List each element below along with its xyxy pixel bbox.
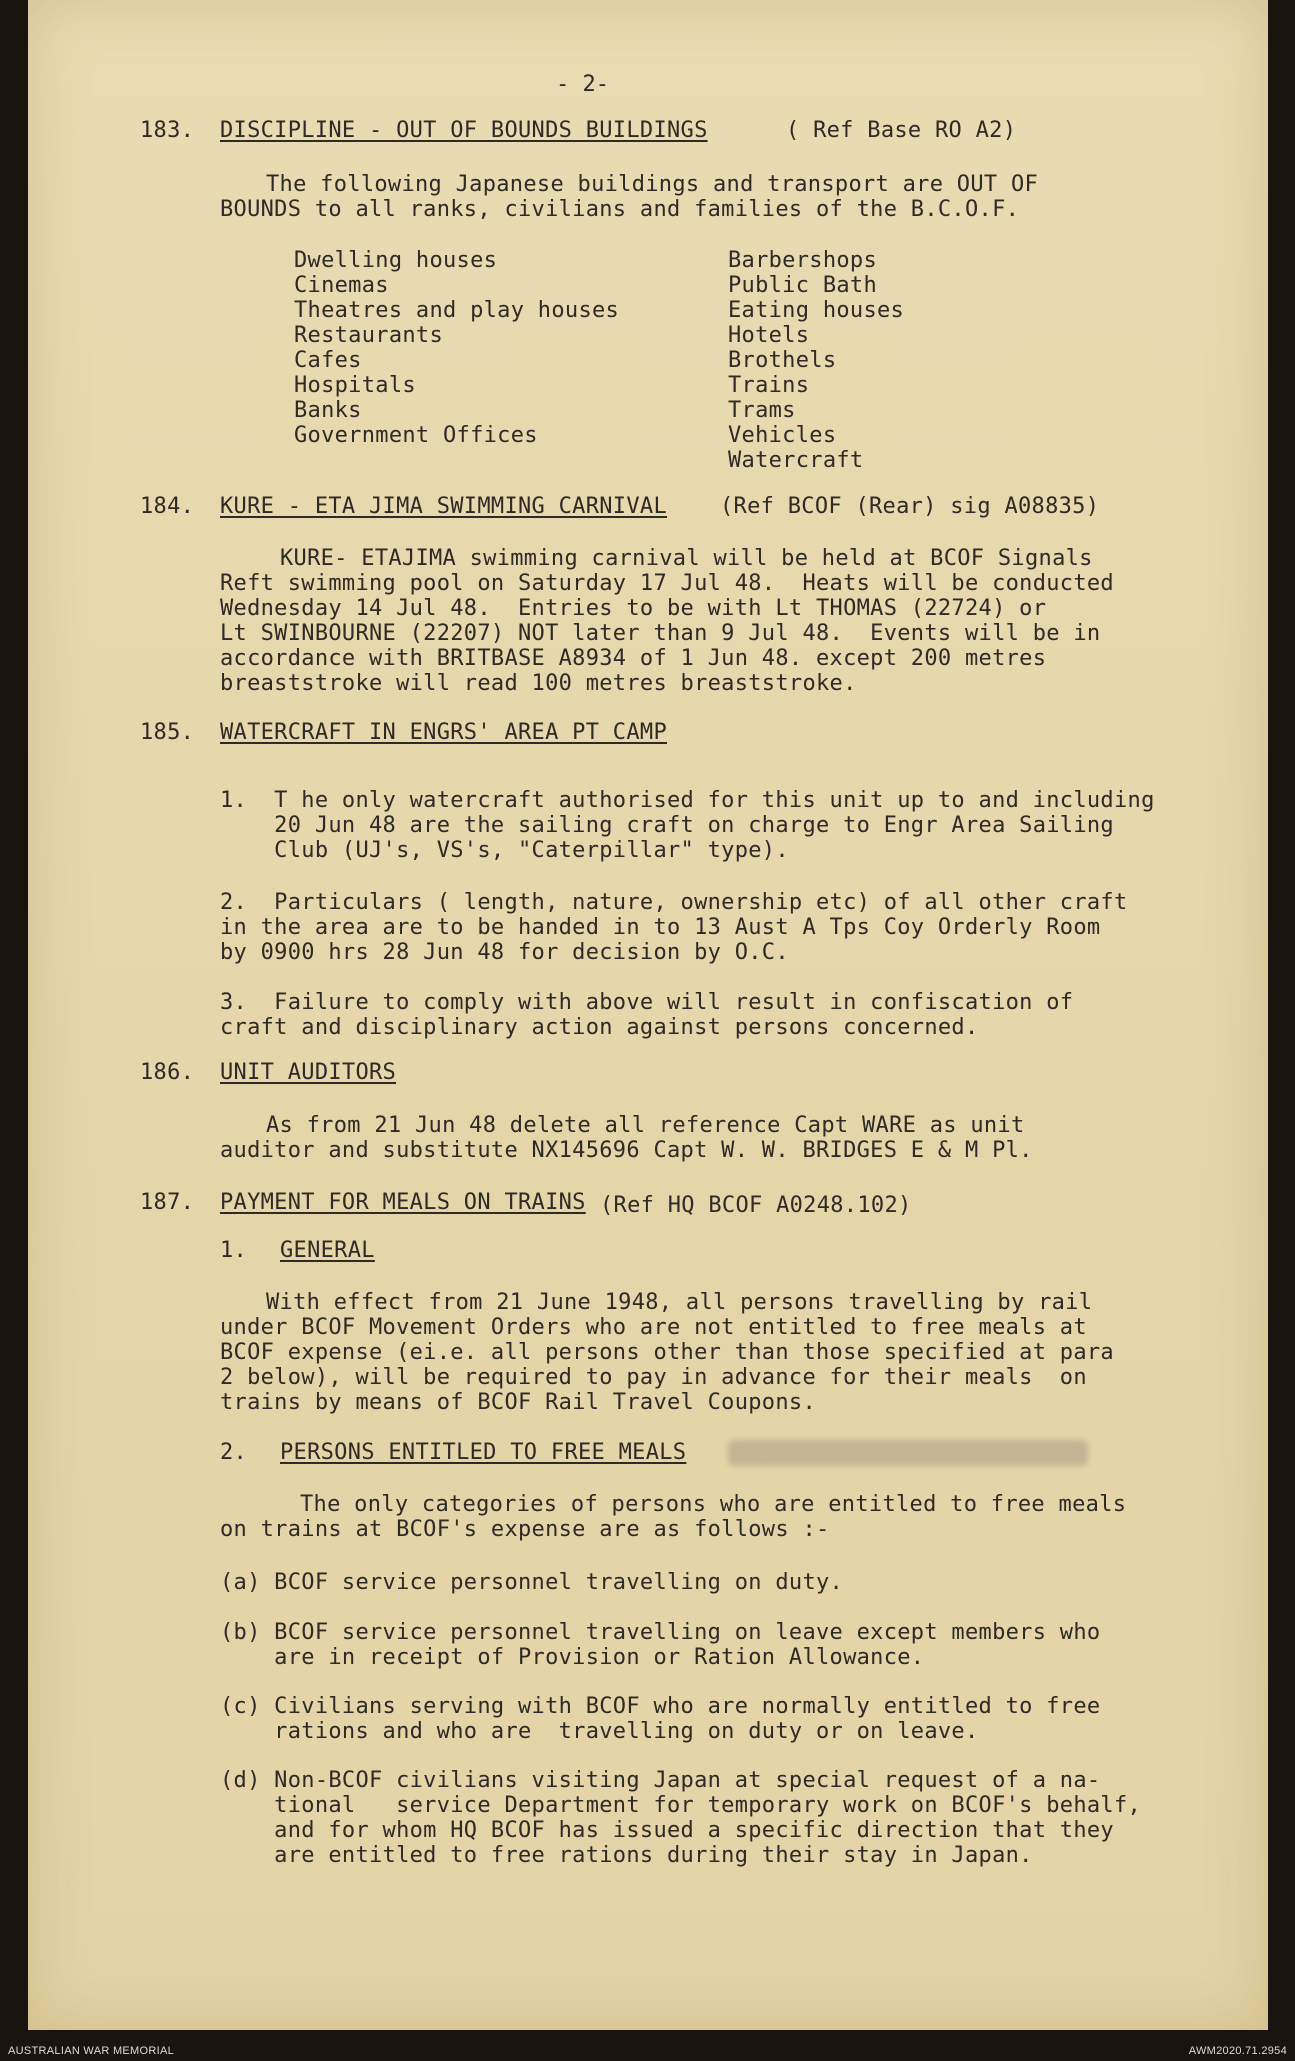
section-187-number: 187. — [140, 1190, 195, 1215]
subsection-1-line: under BCOF Movement Orders who are not entitled to free meals at — [220, 1315, 1087, 1340]
list-item: Government Offices — [294, 423, 538, 448]
category-b: are in receipt of Provision or Ration Allowance. — [220, 1645, 925, 1670]
section-183-ref: ( Ref Base RO A2) — [786, 118, 1017, 143]
list-item: Cafes — [294, 348, 362, 373]
subsection-1-line: With effect from 21 June 1948, all persons travelling by rail — [266, 1290, 1093, 1315]
subsection-1-line: trains by means of BCOF Rail Travel Coupons. — [220, 1390, 816, 1415]
section-184-line: Reft swimming pool on Saturday 17 Jul 48. Heats will be conducted — [220, 571, 1114, 596]
subsection-1-line: 2 below), will be required to pay in advance for their meals on — [220, 1365, 1087, 1390]
section-185-number: 185. — [140, 720, 195, 745]
list-item: Hospitals — [294, 373, 416, 398]
redaction-smudge — [728, 1440, 1088, 1466]
list-item: Theatres and play houses — [294, 298, 620, 323]
category-a: (a) BCOF service personnel travelling on duty. — [220, 1570, 844, 1595]
section-185-title: WATERCRAFT IN ENGRS' AREA PT CAMP — [220, 720, 667, 745]
section-184-title: KURE - ETA JIMA SWIMMING CARNIVAL — [220, 494, 667, 519]
section-184-ref: (Ref BCOF (Rear) sig A08835) — [720, 494, 1100, 519]
subsection-2-line: on trains at BCOF's expense are as follows :- — [220, 1517, 830, 1542]
category-c: (c) Civilians serving with BCOF who are normally entitled to free — [220, 1694, 1101, 1719]
category-c: rations and who are travelling on duty or on leave. — [220, 1719, 979, 1744]
document-page — [28, 0, 1268, 2030]
list-item: Banks — [294, 398, 362, 423]
section-185-p3: 3. Failure to comply with above will result in confiscation of — [220, 990, 1074, 1015]
category-d: (d) Non-BCOF civilians visiting Japan at special request of a na- — [220, 1768, 1101, 1793]
list-item: Vehicles — [728, 423, 837, 448]
section-184-line: KURE- ETAJIMA swimming carnival will be held at BCOF Signals — [280, 546, 1093, 571]
section-184-line: breaststroke will read 100 metres breaststroke. — [220, 671, 857, 696]
list-item: Trams — [728, 398, 796, 423]
list-item: Cinemas — [294, 273, 389, 298]
subsection-2-number: 2. — [220, 1440, 248, 1465]
subsection-2-line: The only categories of persons who are entitled to free meals — [300, 1492, 1127, 1517]
section-187-title: PAYMENT FOR MEALS ON TRAINS — [220, 1190, 586, 1215]
list-item: Restaurants — [294, 323, 443, 348]
section-184-number: 184. — [140, 494, 195, 519]
section-185-p2: in the area are to be handed in to 13 Aust A Tps Coy Orderly Room — [220, 915, 1101, 940]
list-item: Trains — [728, 373, 810, 398]
list-item: Public Bath — [728, 273, 877, 298]
section-183-number: 183. — [140, 118, 195, 143]
category-d: tional service Department for temporary work on BCOF's behalf, — [220, 1793, 1142, 1818]
section-183-title: DISCIPLINE - OUT OF BOUNDS BUILDINGS — [220, 118, 708, 143]
list-item: Barbershops — [728, 248, 877, 273]
section-186-number: 186. — [140, 1060, 195, 1085]
page-number: - 2- — [556, 72, 609, 97]
section-185-p3: craft and disciplinary action against persons concerned. — [220, 1015, 979, 1040]
section-185-p2: by 0900 hrs 28 Jun 48 for decision by O.C. — [220, 940, 789, 965]
list-item: Brothels — [728, 348, 837, 373]
section-185-p1: Club (UJ's, VS's, "Caterpillar" type). — [220, 838, 789, 863]
section-185-p1: 20 Jun 48 are the sailing craft on charge to Engr Area Sailing — [220, 813, 1114, 838]
list-item: Hotels — [728, 323, 810, 348]
section-185-p1: 1. T he only watercraft authorised for this unit up to and including — [220, 788, 1155, 813]
section-184-line: accordance with BRITBASE A8934 of 1 Jun 48. except 200 metres — [220, 646, 1047, 671]
section-187-ref: (Ref HQ BCOF A0248.102) — [600, 1193, 912, 1218]
category-d: are entitled to free rations during their stay in Japan. — [220, 1843, 1033, 1868]
subsection-1-number: 1. — [220, 1238, 248, 1263]
category-b: (b) BCOF service personnel travelling on leave except members who — [220, 1620, 1101, 1645]
list-item: Eating houses — [728, 298, 905, 323]
list-item: Watercraft — [728, 448, 864, 473]
section-183-intro-1: The following Japanese buildings and transport are OUT OF — [266, 172, 1039, 197]
section-184-line: Lt SWINBOURNE (22207) NOT later than 9 Jul 48. Events will be in — [220, 621, 1101, 646]
category-d: and for whom HQ BCOF has issued a specific direction that they — [220, 1818, 1114, 1843]
footer-catalogue-id: AWM2020.71.2954 — [1188, 2045, 1287, 2057]
section-186-line: auditor and substitute NX145696 Capt W. W. BRIDGES E & M Pl. — [220, 1138, 1033, 1163]
section-186-line: As from 21 Jun 48 delete all reference Capt WARE as unit — [266, 1113, 1025, 1138]
list-item: Dwelling houses — [294, 248, 498, 273]
subsection-1-title: GENERAL — [280, 1238, 375, 1263]
footer-credit: AUSTRALIAN WAR MEMORIAL — [8, 2045, 175, 2057]
section-186-title: UNIT AUDITORS — [220, 1060, 397, 1085]
section-185-p2: 2. Particulars ( length, nature, ownership etc) of all other craft — [220, 890, 1128, 915]
section-183-intro-2: BOUNDS to all ranks, civilians and families of the B.C.O.F. — [220, 197, 1020, 222]
subsection-2-title: PERSONS ENTITLED TO FREE MEALS — [280, 1440, 687, 1465]
section-184-line: Wednesday 14 Jul 48. Entries to be with Lt THOMAS (22724) or — [220, 596, 1047, 621]
subsection-1-line: BCOF expense (ei.e. all persons other than those specified at para — [220, 1340, 1114, 1365]
